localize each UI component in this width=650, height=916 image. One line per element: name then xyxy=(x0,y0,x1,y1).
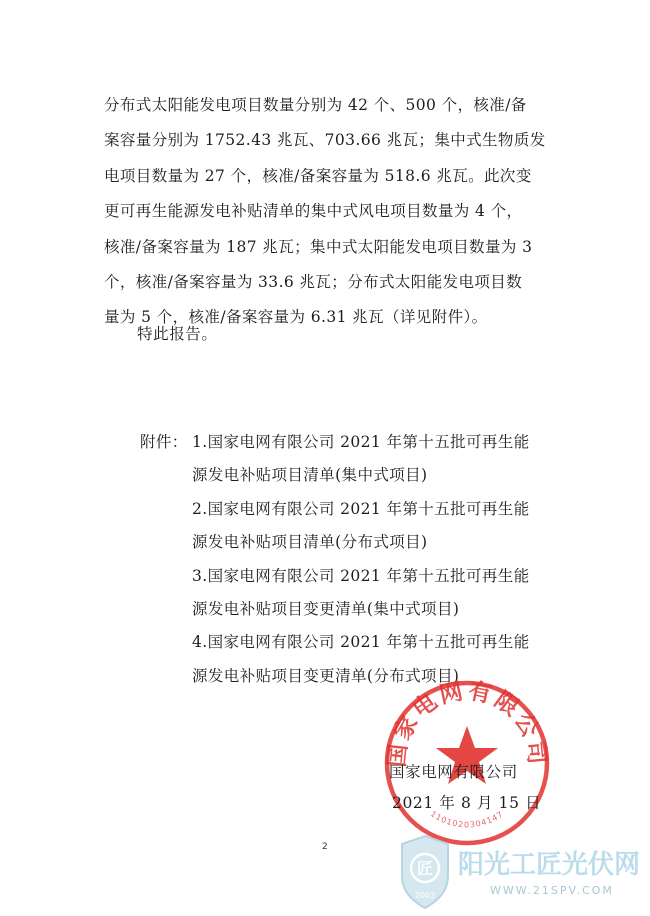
attachment-title: 4.国家电网有限公司 2021 年第十五批可再生能 xyxy=(192,633,530,652)
shield-logo-icon xyxy=(396,832,454,912)
attachment-item xyxy=(140,493,580,526)
signature-date: 2021 年 8 月 15 日 xyxy=(392,794,542,812)
body-line: 核准/备案容量为 187 兆瓦；集中式太阳能发电项目数量为 3 xyxy=(104,237,533,256)
body-line: 更可再生能源发电补贴清单的集中式风电项目数量为 4 个， xyxy=(104,202,523,221)
page-number: 2 xyxy=(322,842,328,852)
attachment-item-continued xyxy=(140,459,580,492)
watermark-url: WWW.21SPV.COM xyxy=(490,884,614,897)
attachment-title: 1.国家电网有限公司 2021 年第十五批可再生能 xyxy=(192,433,530,451)
attachment-item-continued xyxy=(140,593,580,626)
attachment-title-continued: 源发电补贴项目变更清单(集中式项目) xyxy=(192,599,460,618)
seal-serial: 1101020304147 xyxy=(428,809,506,830)
attachment-item xyxy=(140,626,580,659)
attachment-title-continued: 源发电补贴项目清单(分布式项目) xyxy=(192,533,428,552)
watermark-title: 阳光工匠光伏网 xyxy=(458,850,641,880)
body-paragraph xyxy=(104,88,562,336)
body-line: 电项目数量为 27 个，核准/备案容量为 518.6 兆瓦。此次变 xyxy=(104,166,532,185)
attachment-title-continued: 源发电补贴项目变更清单(分布式项目) xyxy=(192,666,460,685)
seal-ring-text: 国家电网有限公司 xyxy=(383,677,551,769)
body-line: 分布式太阳能发电项目数量分别为 42 个、500 个，核准/备 xyxy=(104,96,527,114)
attachment-label: 附件： xyxy=(140,433,188,451)
attachment-item xyxy=(140,560,580,593)
body-line: 量为 5 个，核准/备案容量为 6.31 兆瓦（详见附件）。 xyxy=(104,308,488,327)
signature-organization: 国家电网有限公司 xyxy=(389,763,518,781)
shield-mark: 匠 xyxy=(416,859,434,878)
attachment-item-continued xyxy=(140,526,580,559)
attachment-title: 3.国家电网有限公司 2021 年第十五批可再生能 xyxy=(192,566,530,585)
closing-statement: 特此报告。 xyxy=(137,325,218,343)
attachment-title: 2.国家电网有限公司 2021 年第十五批可再生能 xyxy=(192,499,530,518)
site-watermark xyxy=(396,832,650,916)
attachment-item xyxy=(140,426,580,459)
body-line: 个，核准/备案容量为 33.6 兆瓦；分布式太阳能发电项目数 xyxy=(104,272,523,291)
shield-year: 2003 xyxy=(414,891,436,900)
body-line: 案容量分别为 1752.43 兆瓦、703.66 兆瓦；集中式生物质发 xyxy=(104,131,546,150)
attachment-list xyxy=(140,426,580,693)
attachment-title-continued: 源发电补贴项目清单(集中式项目) xyxy=(192,466,428,485)
